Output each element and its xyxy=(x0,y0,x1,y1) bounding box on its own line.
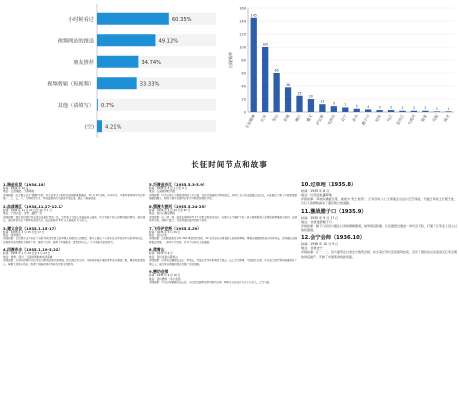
story-section xyxy=(3,226,145,245)
story-section xyxy=(3,204,145,223)
data-label: 60 xyxy=(274,68,279,73)
data-label: 100 xyxy=(262,42,269,47)
data-label: 7 xyxy=(344,102,347,107)
data-label: 4.21% xyxy=(105,124,122,131)
x-tick-label: 吴起 xyxy=(431,113,440,123)
story-section xyxy=(3,182,145,201)
section-event: 详细叙事：红一团一营二连连长熊尚林等 17 名勇士组成突击队，在强大火力掩护下乘一条小船冒着敌人密集的枪弹强渡大渡河，击溃对岸守敌，控制了渡口，为后续部队渡河创造了条件。 xyxy=(149,215,297,223)
category-label: 视频网站的推送 xyxy=(57,38,94,45)
column xyxy=(296,96,302,112)
y-tick-label: 0 xyxy=(243,110,246,115)
section-title: 10.过草地（1935.8） xyxy=(301,182,357,188)
data-label: 49.12% xyxy=(158,38,179,45)
data-label: 25 xyxy=(297,91,302,96)
document-column-1 xyxy=(3,182,145,400)
section-title: 8.爬雪山 xyxy=(149,247,165,253)
section-place: 地点：四川石棉安顺场 xyxy=(149,212,175,216)
section-place: 地点：广西兴安、全州、灌阳一带 xyxy=(3,212,42,216)
category-label: 小时候看过 xyxy=(68,16,94,23)
bar xyxy=(97,99,98,111)
survey-horizontal-bar-chart xyxy=(2,2,224,142)
story-section xyxy=(149,182,297,201)
section-title: 2.血战湘江（1934.11.27-12.1） xyxy=(3,203,65,209)
section-event: 详细叙事：毛泽东指挥中央红军在川黔滇边境迂回穿插，四次渡过赤水河，巧妙地穿插于国民党军重兵集团之间，调动和迷惑敌人，掌握了战场主动权，取得了战略转移中具有决定意义的胜利。 xyxy=(3,259,145,266)
x-tick-label: 延安 xyxy=(373,113,382,123)
section-event: 详细叙事：腊子口是四川通往甘肃的咽喉要道，地势极其险要。红四团经过激战一举攻克天险，打通了红军北上进入甘南的通道。 xyxy=(301,223,457,232)
story-section xyxy=(301,182,457,206)
data-label: 3 xyxy=(390,105,393,110)
bar-track xyxy=(97,99,216,111)
section-time: 时间：1935 年 5 月 29 日 xyxy=(149,230,181,234)
section-time: 时间：1935 年 6 月 18 日 xyxy=(149,274,181,278)
data-label: 33.33% xyxy=(139,81,160,88)
section-event: 详细叙事：由于第五次反“围剿”失败，中央红军主力和机关被迫撤离根据地，10 月 10 日晚，中共中央、中革军委率领中央红军第一、三、五、八、九军团及中央、军委直属纵队从瑞金等地出发，踏上了漫漫征途。 xyxy=(3,193,145,201)
data-label: 12 xyxy=(320,99,325,104)
bar xyxy=(97,77,137,89)
section-time: 时间：1934 年 11 月 27 日至 12 月 1 日 xyxy=(3,208,52,212)
section-time: 时间：1935 年 5 月 24 日至 25 日 xyxy=(149,208,191,212)
x-tick-label: 毛泽东 xyxy=(326,113,337,126)
y-tick-label: 60 xyxy=(241,71,246,76)
column xyxy=(319,104,325,112)
section-event: 详细叙事：红军先后翻越夹金山、梦笔山、打鼓山等终年积雪的大雪山。山上空气稀薄、气候变化无常，许多战士因严寒和缺氧倒在了雪山上，但红军以顽强的意志克服了重重困难。 xyxy=(149,259,297,266)
section-place: 地点：云南禄劝皎平渡 xyxy=(149,190,175,194)
x-tick-label: 湘江 xyxy=(293,113,302,123)
section-event: 详细叙事：红四团昼夜急行军 240 里赶到泸定桥，22 名突击队员冒着敌人的枪林弹雨，攀着光溜溜的铁索向对岸冲击，后续部队边铺桥板边冲锋，一举夺下泸定桥，打开了红军北上的通道。 xyxy=(149,237,297,244)
bar xyxy=(97,34,155,46)
data-label: 34.74% xyxy=(141,59,162,66)
x-tick-label: 大渡河 xyxy=(406,113,417,126)
keyword-frequency-column-chart xyxy=(224,2,457,154)
column xyxy=(262,47,268,112)
data-label: 9 xyxy=(332,101,335,106)
y-tick-label: 140 xyxy=(239,19,246,24)
category-label: 其他（请填写） xyxy=(57,102,94,109)
y-tick-label: 20 xyxy=(241,97,246,102)
section-event: 详细叙事：红一、二、四方面军在甘肃会宁胜利会师，标志着红军长征的胜利结束，宣告了国民党反动派消灭红军企图的彻底破产，开辟了中国革命的新局面。 xyxy=(301,250,457,259)
section-event: 详细叙事：会议集中全力纠正了当时具有决定意义的军事上和组织上的错误，事实上确立了毛泽东在红军和党中央的领导地位，在极其危急的情况下挽救了党、挽救了红军、挽救了中国革命，是党的历史上一个生死攸关的转折点。 xyxy=(3,237,145,244)
bar xyxy=(97,120,102,132)
x-tick-label: 红军 xyxy=(259,113,268,123)
section-place: 地点：贵州遵义 xyxy=(3,234,22,238)
x-tick-label: 金沙江 xyxy=(394,113,405,126)
column xyxy=(365,109,371,112)
section-place: 地点：四川泸定 xyxy=(149,234,168,238)
column xyxy=(354,109,360,112)
section-title: 6.强渡大渡河（1935.5.24-25） xyxy=(149,203,208,209)
category-label: (空) xyxy=(84,124,94,131)
story-section xyxy=(149,226,297,245)
column xyxy=(308,99,314,112)
story-section xyxy=(149,247,297,266)
column xyxy=(273,73,279,112)
section-place: 地点：川西北松潘草地 xyxy=(301,193,332,198)
column xyxy=(388,110,394,112)
y-tick-label: 160 xyxy=(239,6,246,11)
section-time: 时间：1935 年 5 月 3 日至 9 日 xyxy=(149,187,188,190)
column xyxy=(399,111,405,112)
section-title: 4.四渡赤水（1935.1.19-3.22） xyxy=(3,247,63,253)
section-title: 5.巧渡金沙江（1935.5.3-5.9） xyxy=(149,182,207,187)
document-title: 长征时间节点和故事 xyxy=(191,160,268,169)
data-label: 1 xyxy=(435,106,438,111)
data-label: 2 xyxy=(424,106,427,111)
story-section xyxy=(301,209,457,233)
y-tick-label: 100 xyxy=(239,45,246,50)
section-event: 详细叙事：湘江战役是红军长征以来最壮烈的一仗。红军将士与敌人浴血奋战五昼夜，终于突破了敌人的第四道封锁线，渡过湘江，但红军也付出了极其惨重的代价，由出发时的 8.6 万人锐减至 3 万余人。 xyxy=(3,215,145,223)
section-title: 12.会宁会师（1936.10） xyxy=(301,235,365,242)
section-place: 地点：江西瑞金、于都等地 xyxy=(3,190,35,194)
data-label: 5 xyxy=(355,104,358,109)
x-tick-label: 会宁 xyxy=(339,113,348,123)
section-place: 地点：四川夹金山等雪山 xyxy=(149,255,178,259)
x-tick-label: 瑞金 xyxy=(419,113,428,123)
x-tick-label: 雪山 xyxy=(270,113,279,123)
category-label: 视频剪辑（短视频） xyxy=(47,81,94,88)
section-place: 地点：贵州、四川、云南交界的赤水河流域 xyxy=(3,255,53,259)
y-tick-label: 40 xyxy=(241,84,246,89)
story-section xyxy=(3,247,145,266)
story-section xyxy=(149,204,297,223)
section-place: 地点：甘肃迭部腊子口 xyxy=(301,219,332,224)
column xyxy=(434,111,440,112)
column xyxy=(422,111,428,112)
data-label: 1 xyxy=(447,106,450,111)
data-label: 145 xyxy=(250,13,257,18)
section-time: 时间：1935 年 6 月 xyxy=(149,252,173,256)
section-event: 详细叙事：中央红军翻越夹金山后，与红四方面军在懋功胜利会师，两军会合后总兵力达十万余人，士气大振。 xyxy=(149,281,272,285)
y-axis-title: 出现频率 xyxy=(228,52,233,68)
data-label: 20 xyxy=(308,94,313,99)
column xyxy=(376,110,382,112)
x-tick-label: 腊子口 xyxy=(360,113,371,126)
x-tick-label: 陕北 xyxy=(442,113,451,123)
category-label: 朋友推荐 xyxy=(73,59,94,66)
section-event: 详细叙事：中央红军主力靠着找到的七只小船，在皎平渡昼夜不停地渡江，历时七天七夜全部渡过金沙江，从此跳出了数十万敌军围追堵截的圈子，粉碎了蒋介石围歼红军于川黔滇边境的计划。 xyxy=(149,193,297,201)
data-label: 2 xyxy=(412,106,415,111)
data-label: 60.35% xyxy=(171,16,192,23)
column xyxy=(342,107,348,112)
section-title: 7.飞夺泸定桥（1935.5.29） xyxy=(149,225,202,231)
bar xyxy=(97,56,138,68)
document-column-2 xyxy=(149,182,297,400)
section-title: 1.瑞金出发（1934.10） xyxy=(3,182,48,187)
section-time: 时间：1935 年 9 月 17 日 xyxy=(301,215,339,220)
section-title: 11.激战腊子口（1935.9） xyxy=(301,208,367,215)
column xyxy=(445,111,451,112)
story-section xyxy=(301,235,457,259)
x-tick-label: 泸定桥 xyxy=(314,113,325,126)
column xyxy=(411,111,417,112)
x-tick-label: 乌江 xyxy=(385,113,394,123)
x-tick-label: 草地 xyxy=(282,113,291,123)
section-time: 时间：1935 年 1 月 15 日至 17 日 xyxy=(3,230,45,234)
section-time: 时间：1936 年 10 月 9 日 xyxy=(301,242,339,247)
data-label: 4 xyxy=(367,104,370,109)
section-time: 时间：1935 年 1 月 19 日至 3 月 22 日 xyxy=(3,252,51,256)
column xyxy=(331,106,337,112)
section-place: 地点：四川懋功（今小金县） xyxy=(149,277,183,281)
story-section xyxy=(149,269,297,284)
data-label: 2 xyxy=(401,106,404,111)
section-title: 3.遵义会议（1935.1.15-17） xyxy=(3,225,59,231)
data-label: 0.7% xyxy=(100,102,115,109)
column xyxy=(285,87,291,112)
data-label: 3 xyxy=(378,105,381,110)
data-label: 38 xyxy=(286,82,291,87)
x-tick-label: 遵义 xyxy=(305,113,314,123)
section-time: 时间：1935 年 8 月 xyxy=(301,189,330,193)
bar xyxy=(97,13,169,25)
document-column-3 xyxy=(301,182,457,400)
column xyxy=(251,18,257,112)
y-tick-label: 120 xyxy=(239,32,246,37)
x-tick-label: 赤水 xyxy=(350,113,360,123)
y-tick-label: 80 xyxy=(241,58,246,63)
section-event: 详细叙事：草地纵横数百里，被视为“死亡地带”，红军历时六七天艰难走出这片茫茫泽国，无数红军战士长眠于此，以巨大的牺牲换来了通往陕甘的道路。 xyxy=(301,197,457,206)
section-title: 9.懋功会师 xyxy=(149,269,169,275)
section-place: 地点：甘肃会宁 xyxy=(301,246,323,251)
x-tick-label: 长征精神 xyxy=(244,113,257,130)
section-time: 时间：1934 年 10 月 xyxy=(3,187,29,190)
